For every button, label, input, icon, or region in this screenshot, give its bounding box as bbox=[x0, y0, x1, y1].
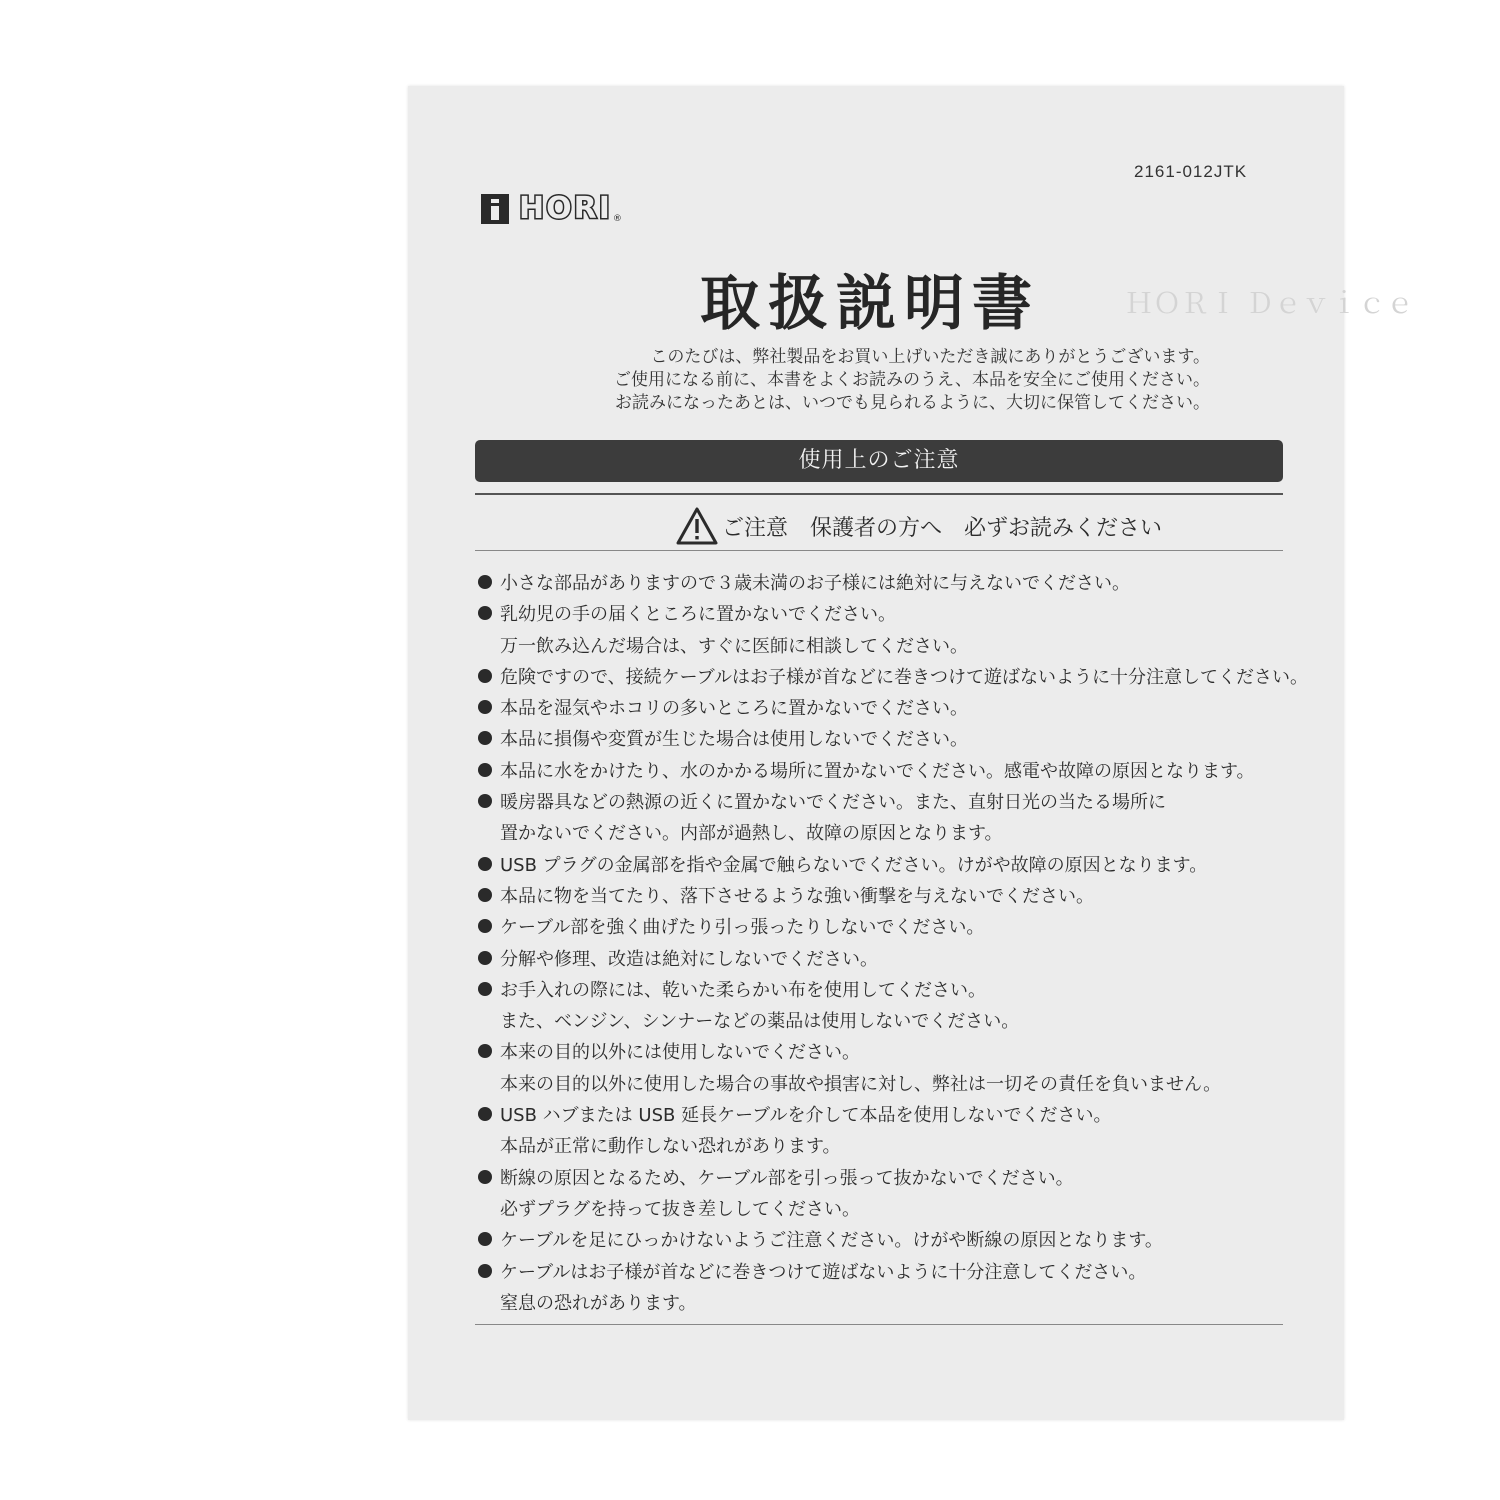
intro-text bbox=[480, 346, 1320, 415]
bullet-icon bbox=[478, 731, 492, 745]
bullet-icon bbox=[478, 1264, 492, 1278]
caution-item-text: ケーブル部を強く曲げたり引っ張ったりしないでください。 bbox=[500, 917, 985, 939]
caution-item-text: 危険ですので、接続ケーブルはお子様が首などに巻きつけて遊ばないように十分注意してください。 bbox=[500, 666, 1309, 688]
caution-label: ご注意 bbox=[722, 515, 789, 541]
divider bbox=[475, 493, 1283, 495]
caution-item-text: お手入れの際には、乾いた柔らかい布を使用してください。 bbox=[500, 979, 986, 1001]
bullet-icon bbox=[478, 1107, 492, 1121]
intro-line: このたびは、弊社製品をお買い上げいただき誠にありがとうございます。 bbox=[650, 347, 1210, 367]
section-heading: 使用上のご注意 bbox=[475, 440, 1283, 482]
bullet-icon bbox=[478, 1170, 492, 1184]
caution-item-text: USB ハブまたは USB 延長ケーブルを介して本品を使用しないでください。 bbox=[500, 1105, 1112, 1127]
caution-item bbox=[474, 1161, 1304, 1224]
caution-item bbox=[474, 910, 1304, 941]
caution-item-text: 本品に損傷や変質が生じた場合は使用しないでください。 bbox=[500, 729, 968, 751]
bullet-icon bbox=[478, 919, 492, 933]
caution-item bbox=[474, 754, 1304, 785]
caution-item-text: 必ずプラグを持って抜き差ししてください。 bbox=[500, 1198, 860, 1220]
brand-name: HORI bbox=[519, 191, 612, 226]
caution-item-text: 本来の目的以外には使用しないでください。 bbox=[500, 1042, 860, 1064]
caution-item-text: ケーブルを足にひっかけないようご注意ください。けがや断線の原因となります。 bbox=[500, 1230, 1163, 1252]
bullet-icon bbox=[478, 700, 492, 714]
caution-item-text: 本品に水をかけたり、水のかかる場所に置かないでください。感電や故障の原因となります。 bbox=[500, 760, 1255, 782]
page-title: 取扱説明書 bbox=[700, 269, 1040, 339]
caution-item-text: 乳幼児の手の届くところに置かないでください。 bbox=[500, 604, 896, 626]
caution-item-text: 本品を湿気やホコリの多いところに置かないでください。 bbox=[500, 698, 968, 720]
bullet-icon bbox=[478, 951, 492, 965]
caution-read-label: 必ずお読みください bbox=[964, 515, 1163, 541]
intro-line: ご使用になる前に、本書をよくお読みのうえ、本品を安全にご使用ください。 bbox=[613, 370, 1210, 390]
caution-item bbox=[474, 973, 1304, 1036]
bullet-icon bbox=[478, 575, 492, 589]
caution-item bbox=[474, 660, 1309, 691]
caution-list bbox=[474, 566, 1309, 1317]
caution-item-text: 窒息の恐れがあります。 bbox=[500, 1292, 697, 1314]
caution-item bbox=[474, 1098, 1304, 1161]
caution-item bbox=[474, 566, 1304, 597]
caution-item-text: 万一飲み込んだ場合は、すぐに医師に相談してください。 bbox=[500, 635, 968, 657]
caution-item bbox=[474, 597, 1304, 660]
bullet-icon bbox=[478, 982, 492, 996]
caution-item bbox=[474, 691, 1304, 722]
document-code: 2161-012JTK bbox=[1134, 162, 1248, 181]
caution-item bbox=[474, 848, 1304, 879]
caution-item-text: また、ベンジン、シンナーなどの薬品は使用しないでください。 bbox=[500, 1011, 1020, 1033]
caution-item bbox=[474, 1035, 1304, 1098]
bullet-icon bbox=[478, 1232, 492, 1246]
caution-item bbox=[474, 1255, 1304, 1318]
bullet-icon bbox=[478, 763, 492, 777]
caution-item-text: 断線の原因となるため、ケーブル部を引っ張って抜かないでください。 bbox=[500, 1167, 1074, 1189]
bullet-icon bbox=[478, 669, 492, 683]
bullet-icon bbox=[478, 857, 492, 871]
divider bbox=[475, 1324, 1283, 1325]
brand-logo bbox=[481, 191, 622, 226]
caution-item-text: 置かないでください。内部が過熱し、故障の原因となります。 bbox=[500, 823, 1003, 845]
intro-line: お読みになったあとは、いつでも見られるように、大切に保管してください。 bbox=[615, 393, 1210, 413]
caution-item bbox=[474, 879, 1304, 910]
bullet-icon bbox=[478, 888, 492, 902]
caution-item bbox=[474, 785, 1304, 848]
caution-item bbox=[474, 722, 1304, 753]
caution-item bbox=[474, 1223, 1304, 1254]
registered-mark: ® bbox=[612, 214, 622, 224]
warning-triangle-icon bbox=[676, 507, 718, 545]
caution-item-text: 暖房器具などの熱源の近くに置かないでください。また、直射日光の当たる場所に bbox=[500, 792, 1166, 814]
caution-item-text: 分解や修理、改造は絶対にしないでください。 bbox=[500, 948, 878, 970]
caution-item-text: 小さな部品がありますので３歳未満のお子様には絶対に与えないでください。 bbox=[500, 573, 1130, 594]
bullet-icon bbox=[478, 794, 492, 808]
caution-item-text: 本来の目的以外に使用した場合の事故や損害に対し、弊社は一切その責任を負いません。 bbox=[500, 1073, 1222, 1095]
caution-item-text: 本品に物を当てたり、落下させるような強い衝撃を与えないでください。 bbox=[500, 885, 1094, 907]
bleed-through-text: ＨＯＲＩ Ｄｅｖｉｃｅ bbox=[1125, 287, 1414, 320]
bullet-icon bbox=[478, 606, 492, 620]
hori-logo-icon bbox=[481, 194, 509, 224]
caution-item-text: USB プラグの金属部を指や金属で触らないでください。けがや故障の原因となります。 bbox=[500, 854, 1208, 876]
caution-guardian-label: 保護者の方へ bbox=[810, 515, 943, 541]
caution-item-text: ケーブルはお子様が首などに巻きつけて遊ばないように十分注意してください。 bbox=[500, 1261, 1147, 1283]
caution-item bbox=[474, 942, 1304, 973]
bullet-icon bbox=[478, 1044, 492, 1058]
divider bbox=[475, 550, 1283, 551]
caution-item-text: 本品が正常に動作しない恐れがあります。 bbox=[500, 1136, 841, 1158]
caution-heading bbox=[676, 506, 1162, 546]
